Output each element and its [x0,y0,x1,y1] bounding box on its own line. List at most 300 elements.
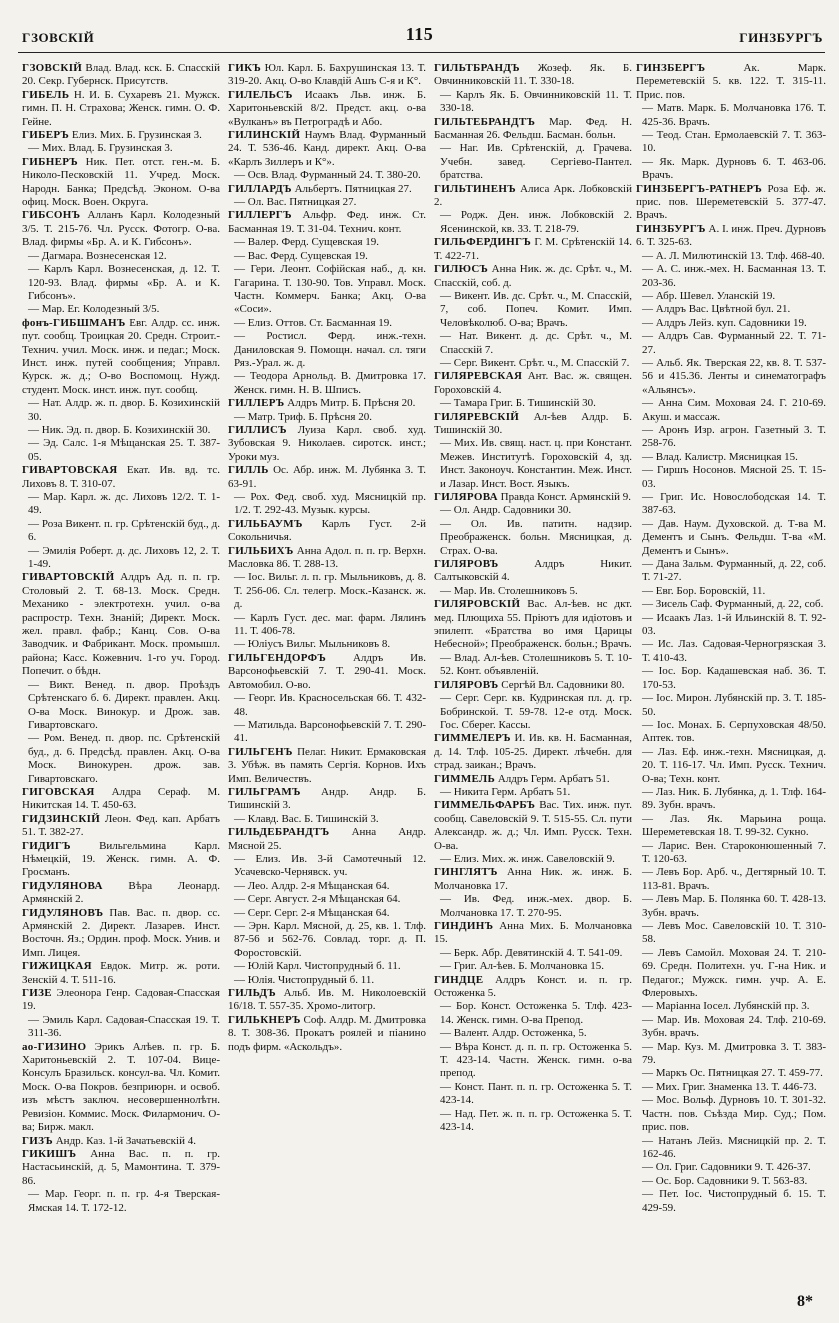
entry-text: — Тамара Григ. Б. Тишинскій 30. [440,397,596,410]
entry-text: — Анна Сим. Моховая 24. Г. 210-69. Акуш. и массаж. [642,397,826,423]
entry-text: — Іос. Монах. Б. Серпуховская 48/50. Аптек. тов. [642,718,826,745]
entry-text: — Евг. Бор. Боровскій, 11. [642,584,766,597]
entry-text: Ал-ѣев Алдр. Б. Тишинскій 30. [434,410,632,436]
directory-entry [636,129,826,156]
entry-surname: ГИЛЬДЕБРАНДТЪ [228,826,330,839]
entry-text: — Григ. Ал-ѣев. Б. Молчановка 15. [440,960,604,973]
entry-surname: ГИЛИНСКІЙ [228,129,301,142]
directory-entry [228,545,426,572]
directory-entry [636,102,826,129]
directory-entry [228,183,426,196]
directory-entry [228,129,426,169]
directory-entry [22,1135,220,1148]
directory-entry [636,692,826,719]
entry-text: Г. М. Срѣтенскій 14. Т. 422-71. [434,236,632,262]
entry-text: — Викт. Венед. п. двор. Проѣздъ Срѣтенскаго б. 6. Директ. правлен. Акц. О-ва Моск. Винокур. и Дрож. зав. Гивартовскаго. [28,678,220,731]
entry-text: Вѣра Леонард. Армянскій 2. [22,879,220,906]
entry-text: — Елиз. Ив. 3-й Самотечный 12. Усачевско-Чернявск. уч. [234,852,426,879]
entry-text: Анна Адол. п. п. гр. Верхн. Масловка 86. Т. 288-13. [228,544,426,571]
entry-text: — Левъ Самойл. Моховая 24. Т. 210-69. Средн. Политехн. уч. Г-на Ник. и Педагог.; Мужск. гимн. учр. А. Е. Флеровыхъ. [642,946,826,1000]
entry-text: — Над. Пет. ж. п. п. гр. Остоженка 5. Т. 423-14. [440,1107,632,1134]
directory-entry [228,518,426,545]
entry-surname: ГИЛЛЕРЪ [228,397,285,410]
entry-surname: ГИЖИЦКАЯ [22,960,92,973]
page-number: 115 [405,24,434,44]
header-rule [18,52,825,53]
directory-entry [434,1000,632,1027]
directory-entry [228,317,426,330]
entry-surname: ГИБНЕРЪ [22,155,78,168]
directory-entry [434,437,632,491]
directory-entry [228,263,426,317]
entry-text: — Вас. Ферд. Сущевская 19. [234,249,368,262]
entry-surname: ГИЛЯРОВЪ [434,678,499,691]
directory-entry [636,263,826,290]
entry-text: — Карлъ Як. Б. Овчинниковскій 11. Т. 330-18. [440,88,632,115]
directory-entry [228,813,426,826]
directory-entry [434,62,632,89]
entry-text: — Мар. Ив. Столешниковъ 5. [440,584,578,597]
entry-text: — Лаз. Еф. инж.-техн. Мясницкая, д. 20. Т. 116-17. Чл. Имп. Русск. Технич. О-ва; Техн. конт. [642,745,826,785]
directory-entry [636,223,826,250]
entry-text: — Елиз. Мих. ж. инж. Савеловскій 9. [440,852,615,865]
directory-entry [22,464,220,491]
directory-entry [228,62,426,89]
entry-text: — Гиршъ Носонов. Мясной 25. Т. 15-03. [642,464,826,490]
entry-text: — Серг. Серг. кв. Кудринская пл. д. гр. Бобринской. Т. 59-78. 12-е отд. Моск. Гос. Сберег. Кассы. [440,692,632,731]
entry-text: — Аронъ Изр. агрон. Газетный 3. Т. 258-76. [642,423,826,450]
entry-surname: ГИВАРТОВСКАЯ [22,464,118,477]
directory-entry [636,397,826,424]
entry-text: — Ларис. Вен. Староконюшенный 7. Т. 120-63. [642,839,826,865]
entry-text: — Матв. Марк. Б. Молчановка 176. Т. 425-36. Врачъ. [642,102,826,128]
entry-surname: ГИВАРТОВСКІЙ [22,571,115,584]
entry-surname: ГИДУЛЯНОВА [22,879,103,892]
directory-entry [434,1027,632,1040]
directory-entry [22,1188,220,1215]
directory-entry [228,907,426,920]
directory-entry [636,518,826,558]
column-4 [636,62,826,1300]
entry-text: — Іос. Бор. Кадашевская наб. 36. Т. 170-53. [642,665,826,691]
entry-text: Евдок. Митр. ж. роти. Зенскій 4. Т. 511-16. [22,960,220,986]
entry-text: Правда Конст. Армянскій 9. [497,491,632,503]
entry-text: — Григ. Ис. Новослободская 14. Т. 387-63. [642,491,826,517]
directory-entry [636,1161,826,1174]
entry-text: — Нат. Алдр. ж. п. двор. Б. Козихинскій 30. [28,397,220,423]
entry-surname: ГИБЕЛЬ [22,88,70,101]
entry-text: — Маріанна Іосел. Лубянскій пр. 3. [642,1000,810,1013]
entry-text: — Викент. Ив. дс. Срѣт. ч., М. Спасскій, 7, соб. Попеч. Комит. Имп. Человѣколюб. О-ва; Врачъ. [440,289,632,329]
directory-entry [434,1041,632,1081]
entry-text: Анна Андр. Мясной 25. [228,826,426,852]
directory-entry [636,62,826,102]
entry-text: Елиз. Мих. Б. Грузинская 3. [69,129,202,142]
directory-entry [434,732,632,772]
entry-text: Алдръ Никит. Салтыковскій 4. [434,558,632,584]
entry-text: — Альб. Як. Тверская 22, кв. 8. Т. 537-56 и 415.36. Ленты и синематографъ «Альянсъ». [642,356,826,396]
entry-surname: ГИЛЬТИНЕНЪ [434,182,516,195]
entry-text: Андр. Каз. 1-й Зачатьевскій 4. [52,1134,196,1147]
entry-surname: ао-ГИЗИНО [22,1040,87,1053]
directory-entry [636,183,826,223]
directory-entry [434,236,632,263]
directory-entry [434,330,632,357]
entry-text: — Мар. Куз. М. Дмитровка 3. Т. 383-79. [642,1040,826,1067]
directory-entry [434,290,632,330]
directory-entry [636,303,826,316]
entry-text: Андр. Андр. Б. Тишинскій 3. [228,785,426,812]
directory-entry [434,692,632,732]
entry-text: — Клавд. Вас. Б. Тишинскій 3. [234,812,379,825]
directory-entry [434,142,632,182]
directory-entry [228,397,426,410]
entry-text: Роза Еф. ж. прис. пов. Шереметевскій 5. 377-47. Врачъ. [636,182,826,222]
entry-text: — Мар. Ив. Моховая 24. Тлф. 210-69. Зубн. врачъ. [642,1013,826,1040]
entry-surname: ГИЛЬГЕНДОРФЪ [228,651,327,664]
entry-surname: ГИНГЛЯТЪ [434,866,498,879]
directory-entry [228,638,426,651]
entry-text: — Алдръ Лейз. куп. Садовники 19. [642,316,807,329]
directory-entry [22,518,220,545]
directory-entry [228,786,426,813]
entry-text: — Лаз. Ник. Б. Лубянка, д. 1. Тлф. 164-89. Зубн. врачъ. [642,785,826,812]
entry-surname: ГИММЕЛЬ [434,772,496,785]
directory-entry [228,196,426,209]
entry-text: — Наг. Ив. Срѣтенскій, д. Грачева. Учебн. завед. Сергіево-Пантел. братства. [440,142,632,182]
directory-entry [22,987,220,1014]
entry-text: Вильгельмина Карл. Нѣмецкій, 19. Женск. гимн. А. Ф. Гросманъ. [22,839,220,879]
entry-text: Алиса Арк. Лобковскій 2. [434,182,632,209]
directory-entry [228,920,426,960]
entry-text: — Матильда. Варсонофьевскій 7. Т. 290-41. [234,718,426,745]
entry-text: Исаакъ Льв. инж. Б. Харитоньевскій 8/2. Предст. акц. о-ва «Вулканъ» въ Петроградѣ и Або. [228,88,426,128]
directory-entry [636,330,826,357]
entry-text: Жозеф. Як. Б. Овчинниковскій 11. Т. 330-18. [434,62,632,88]
directory-entry [228,411,426,424]
directory-entry [636,558,826,585]
entry-text: Алдръ Ив. Варсонофьевскій 7. Т. 290-41. Моск. Автомобил. О-во. [228,651,426,691]
entry-text: Влад. Влад. кск. Б. Спасскій 20. Секр. Губернск. Присутств. [22,62,220,88]
column-2 [228,62,426,1300]
entry-text: — Гери. Леонт. Софійская наб., д. кн. Гагарина. Т. 130-90. Тов. Управл. Моск. Частн. Коммерч. Банка; Акц. О-ва «Соси». [234,263,426,316]
entry-surname: ГИЛЕЛЬСЪ [228,88,293,101]
directory-entry [434,866,632,893]
directory-entry [228,330,426,370]
directory-entry [22,786,220,813]
entry-text: — Левъ Мос. Савеловскій 10. Т. 310-58. [642,920,826,946]
directory-entry [22,571,220,678]
entry-text: Сергѣй Вл. Садовники 80. [498,678,625,691]
entry-text: — Пет. Іос. Чистопрудный б. 15. Т. 429-59. [642,1188,826,1214]
entry-text: Альбертъ. Пятницкая 27. [291,182,412,195]
entry-text: Карлъ Густ. 2-й Сокольничья. [228,517,426,544]
entry-surname: ГИДИГЪ [22,839,71,852]
entry-text: — Георг. Ив. Красносельская 66. Т. 432-48. [234,692,426,718]
entry-text: Анна Ник. ж. дс. Срѣт. ч., М. Спасскій, соб. д. [434,263,632,289]
directory-entry [228,571,426,611]
entry-surname: ГИБСОНЪ [22,209,81,222]
directory-entry [434,411,632,438]
entry-text: Вас. Тих. инж. пут. сообщ. Савеловскій 9. Т. 515-55. Сл. пути Александр. ж. д.; Чл. Имп. Русск. Техн. О-ва. [434,799,632,852]
directory-entry [434,263,632,290]
entry-surname: ГИНЗБУРГЪ [636,222,706,235]
entry-surname: ГИЛЛИСЪ [228,423,287,436]
entry-text: — Дагмара. Вознесенская 12. [28,249,167,262]
entry-surname: ГИЗЪ [22,1134,53,1147]
directory-entry [434,518,632,558]
entry-text: — Осв. Влад. Фурманный 24. Т. 380-20. [234,169,421,182]
entry-text: — Мар. Георг. п. п. гр. 4-я Тверская-Ямская 14. Т. 172-12. [28,1188,220,1214]
entry-text: — Никита Герм. Арбатъ 51. [440,785,571,798]
directory-entry [228,853,426,880]
entry-text: — Эмилія Роберт. д. дс. Лиховъ 12, 2. Т. 1-49. [28,544,220,571]
entry-surname: ГИЛЛЬ [228,464,269,477]
entry-text: Анна Вас. п. п. гр. Настасьинскій, д. 5, Мамонтина. Т. 379-86. [22,1147,220,1187]
entry-surname: ГИЛЬТБРАНДЪ [434,62,520,74]
entry-text: — Мос. Вольф. Дурновъ 10. Т. 301-32. Частн. пов. Съѣзда Мир. Суд.; Пом. прис. пов. [642,1094,826,1134]
column-1 [22,62,220,1300]
entry-text: — Теод. Стан. Ермолаевскій 7. Т. 363-10. [642,129,826,155]
entry-text: — Дав. Наум. Духовской. д. Т-ва М. Дементъ и Сынъ. Фельдш. Т-ва «М. Дементъ и Сынъ». [642,517,826,557]
entry-surname: ГИЛЬГЕНЪ [228,745,293,758]
directory-entry [434,558,632,585]
entry-text: Элеонора Генр. Садовая-Спасская 19. [22,987,220,1013]
directory-entry [228,612,426,639]
directory-entry [434,209,632,236]
entry-surname: ГИММЕЛЕРЪ [434,732,511,745]
entry-text: — Карлъ Карл. Вознесенская, д. 12. Т. 120-93. Влад. фирмы «Бр. А. и К. Гибсонъ». [28,263,220,302]
entry-text: — Ос. Бор. Садовники 9. Т. 563-83. [642,1174,808,1187]
directory-entry [636,665,826,692]
entry-text: Анна Ник. ж. инж. Б. Молчановка 17. [434,866,632,892]
directory-entry [636,1014,826,1041]
directory-entry [228,692,426,719]
entry-text: Пав. Вас. п. двор. сс. Армянскій 2. Директ. Лазарев. Инст. Восточн. Яз.; Ордин. проф. Моск. Унив. и Имп. Лицея. [22,906,220,959]
column-3 [434,62,632,1300]
entry-text: — Вѣра Конст. д. п. п. гр. Остоженка 5. Т. 423-14. Частн. Женск. гимн. о-ва препод. [440,1040,632,1080]
entry-text: — Карлъ Густ. дес. маг. фарм. Лялинъ 11. Т. 406-78. [234,611,426,638]
directory-entry [636,585,826,598]
entry-surname: ГИЛЬГРАМЪ [228,785,301,798]
entry-text: — Ол. Андр. Садовники 30. [440,504,572,517]
entry-text: Алдръ Митр. Б. Прѣсня 20. [284,397,416,410]
entry-text: Ос. Абр. инж. М. Лубянка 3. Т. 63-91. [228,464,426,490]
entry-text: Юл. Карл. Б. Бахрушинская 13. Т. 319-20. Акц. О-во Клавдій Ашъ С-я и К°. [228,62,426,88]
entry-text: — Влад. Калистр. Мясницкая 15. [642,450,798,463]
entry-text: — Матр. Триф. Б. Прѣсня 20. [234,410,372,423]
directory-entry [434,920,632,947]
entry-text: — Родж. Ден. инж. Лобковскій 2. Ясенинской, кв. 33. Т. 218-79. [440,209,632,235]
entry-text: — Ростисл. Ферд. инж.-техн. Даниловская 9. Помощн. начал. сл. тяги Ряз.-Урал. ж. д. [234,330,426,369]
directory-entry [228,746,426,786]
entry-text: Пелаг. Никит. Ермаковская 3. Убѣж. въ память Сергія. Корнов. Ихъ Имп. Величествъ. [228,745,426,785]
entry-text: — Алдръ Сав. Фурманный 22. Т. 71-27. [642,330,826,356]
entry-text: — Мих. Григ. Знаменка 13. Т. 446-73. [642,1080,817,1093]
entry-surname: ГИЛЬФЕРДИНГЪ [434,236,532,249]
directory-entry [434,773,632,786]
directory-entry [22,491,220,518]
directory-entry [22,907,220,961]
directory-entry [434,89,632,116]
entry-surname: ГИЛЯРОВСКІЙ [434,598,521,611]
directory-entry [434,116,632,143]
directory-entry [22,1148,220,1188]
directory-entry [636,451,826,464]
directory-entry [434,183,632,210]
entry-text: — Алдръ Вас. Цвѣтной бул. 21. [642,303,791,316]
directory-entry [636,866,826,893]
directory-entry [228,464,426,491]
directory-entry [636,250,826,263]
entry-surname: ГИНЗБЕРГЪ [636,62,706,74]
entry-surname: ГИЛЛАРДЪ [228,182,292,195]
directory-entry [434,652,632,679]
directory-entry [228,89,426,129]
directory-entry [636,1081,826,1094]
entry-surname: ГИНЗБЕРГЪ-РАТНЕРЪ [636,182,763,195]
directory-entry [636,290,826,303]
entry-text: — Ром. Венед. п. двор. пс. Срѣтенскій буд., д. 6. Предсѣд. правлен. Акц. О-ва Моск. Винокурен. дрож. зав. Гивартовскаго. [28,732,220,785]
directory-entry [22,303,220,316]
entry-text: Алдръ Конст. и. п. гр. Остоженка 5. [434,973,632,1000]
directory-entry [228,424,426,464]
directory-entry [434,679,632,692]
entry-text: Алланъ Карл. Колодезный 3/5. Т. 215-76. Чл. Русск. Фотогр. О-ва. Влад. фирмы «Бр. А. и К. Гибсонъ». [22,209,220,249]
entry-text: — Іос. Вильг. л. п. гр. Мыльниковъ, д. 8. Т. 256-06. Сл. телегр. Моск.-Казанск. ж. д. [234,571,426,611]
directory-entry [22,960,220,987]
entry-surname: ГИНДИНЪ [434,920,494,932]
entry-text: Ак. Марк. Переметевскій 5. кв. 122. Т. 315-11. Прис. пов. [636,62,826,101]
entry-surname: ГИЛЬДЪ [228,987,277,1000]
directory-entry [636,1135,826,1162]
entry-text: — Ник. Эд. п. двор. Б. Козихинскій 30. [28,423,211,436]
entry-text: — Конст. Пант. п. п. гр. Остоженка 5. Т. 423-14. [440,1080,632,1107]
entry-text: Луиза Карл. своб. худ. Зубовская 9. Николаев. сиротск. инст.; Уроки муз. [228,423,426,463]
entry-text: Мар. Фед. Н. Басманная 26. Фельдш. Басман. больн. [434,115,632,142]
entry-text: Соф. Алдр. М. Дмитровка 8. Т. 308-36. Прокатъ роялей и піанино подъ фирм. «Аскольдъ». [228,1013,426,1053]
directory-entry [434,799,632,853]
entry-text: — Юліусъ Вильг. Мыльниковъ 8. [234,638,391,651]
directory-entry [434,504,632,517]
directory-entry [434,974,632,1001]
directory-entry [636,156,826,183]
entry-text: — Валер. Ферд. Сущевская 19. [234,236,380,249]
directory-entry [228,1014,426,1054]
directory-entry [636,1067,826,1080]
entry-text: — Ол. Вас. Пятницкая 27. [234,196,357,209]
directory-entry [636,719,826,746]
entry-surname: ГИЛЬТЕБРАНДТЪ [434,115,536,128]
entry-text: — Эд. Салс. 1-я Мѣщанская 25. Т. 387-05. [28,437,220,463]
entry-text: — Юлія. Чистопрудный б. 11. [234,973,375,986]
entry-text: — Нат. Викент. д. дс. Срѣт. ч., М. Спасскій 7. [440,330,632,356]
entry-surname: ГИММЕЛЬФАРБЪ [434,799,536,812]
signature-mark: 8* [797,1293,813,1310]
entry-text: Ант. Вас. ж. священ. Гороховскій 4. [434,370,632,396]
entry-surname: ГИГОВСКАЯ [22,785,95,798]
entry-text: — Ол. Григ. Садовники 9. Т. 426-37. [642,1161,811,1174]
entry-text: Евг. Алдр. сс. инж. пут. сообщ. Троицкая 20. Средн. Строит.-Технич. учил. Моск. инж. и педаг.; Моск. Инст. инж. путей сообщения; Управл. Курск. ж. д.; О-во Воспомощ. Нужд. студент. Моск. инст. инж. пут. сообщ. [22,316,220,396]
directory-entry [22,209,220,249]
entry-text: Алдръ Ад. п. п. гр. Столовый 2. Т. 68-13. Моск. Средн. Механико - электротехн. учил. о-ва распростр. Техн. Знаній; Директ. Моск. жел. правл. фабр.; Канц. Сов. О-ва Заводчик. и Фабрикант. Моск. промышл. района; Касс. Кожевнич. 1-го уч. Город. Попечит. о бѣдн. [22,571,220,678]
directory-entry [636,464,826,491]
entry-text: Леон. Фед. кап. Арбатъ 51. Т. 382-27. [22,812,220,839]
directory-entry [22,1014,220,1041]
directory-entry [636,491,826,518]
entry-surname: фонъ-ГИБШМАНЪ [22,316,126,329]
directory-entry [22,880,220,907]
directory-entry [636,638,826,665]
directory-entry [636,920,826,947]
entry-text: — Лаз. Як. Марьина роща. Шереметевская 18. Т. 99-32. Сукно. [642,812,826,839]
directory-entry [636,1175,826,1188]
directory-entry [22,437,220,464]
directory-entry [636,893,826,920]
entry-surname: ГИЛЯРОВА [434,491,498,503]
directory-entry [434,893,632,920]
entry-text: — Серг. Август. 2-я Мѣщанская 64. [234,893,401,906]
entry-text: — Левъ Бор. Арб. ч., Дегтярный 10. Т. 113-81. Врачъ. [642,866,826,892]
directory-entry [636,1094,826,1134]
entry-surname: ГИЛЛЕРГЪ [228,209,292,222]
directory-entry [22,545,220,572]
directory-entry [636,746,826,786]
entry-text: — А. Л. Милютинскій 13. Тлф. 468-40. [642,249,825,262]
directory-entry [228,960,426,973]
entry-text: Эрикъ Алѣев. п. гр. Б. Харитоньевскій 2. Т. 107-04. Вице-Консулъ Бразильск. консул-ва. Чл. Комит. Моск. О-ва Покров. безприюрн. и освоб. изъ мѣстъ заключ. несовершеннолѣтн. Ревизіон. Коммис. Моск. Филармонич. О-ва; Бирж. макл. [22,1040,220,1134]
entry-text: — Мих. Ив. свящ. наст. ц. при Констант. Межев. Институтѣ. Гороховскій 4, зд. Инст. Законоуч. Константин. Меж. Инст. и Лазар. Инст. Вост. Языкъ. [440,437,632,490]
entry-text: Екат. Ив. вд. тс. Лиховъ 8. Т. 310-07. [22,464,220,490]
directory-entry [636,612,826,639]
entry-text: — Абр. Шевел. Уланскій 19. [642,289,776,302]
entry-text: Ник. Пет. отст. ген.-м. Б. Николо-Песковскій 11. Учред. Моск. Народн. Банка; Предсѣд. Эконом. О-ва офиц. Моск. Воен. Округа. [22,155,220,209]
directory-entry [636,1188,826,1215]
entry-surname: ГЗОВСКІЙ [22,62,83,74]
entry-text: Альфр. Фед. инж. Ст. Басманная 19. Т. 31-04. Технич. конт. [228,209,426,235]
directory-entry [228,826,426,853]
entry-text: — Мар. Карл. ж. дс. Лиховъ 12/2. Т. 1-49. [28,491,220,517]
entry-surname: ГИЛЯРЕВСКАЯ [434,370,523,383]
entry-text: — Серг. Серг. 2-я Мѣщанская 64. [234,906,390,919]
entry-surname: ГИЛЯРЕВСКІЙ [434,410,520,423]
entry-text: Альб. Ив. М. Николоевскій 16/18. Т. 557-35. Хромо-литогр. [228,987,426,1013]
directory-entry [434,960,632,973]
entry-text: — Маркъ Ос. Пятницкая 27. Т. 459-77. [642,1067,823,1080]
directory-entry [228,169,426,182]
directory-entry [228,250,426,263]
directory-entry [636,317,826,330]
directory-entry [636,813,826,840]
entry-text: — Мар. Ег. Колодезный 3/5. [28,303,160,316]
directory-entry [636,357,826,397]
directory-entry [228,974,426,987]
directory-entry [22,62,220,89]
entry-text: — Левъ Мар. Б. Полянка 60. Т. 428-13. Зубн. врачъ. [642,893,826,919]
directory-entry [22,263,220,303]
entry-text: — Ив. Фед. инж.-мех. двор. Б. Молчановка 17. Т. 270-95. [440,893,632,919]
running-head-left: ГЗОВСКІЙ [22,30,95,45]
directory-entry [22,732,220,786]
directory-entry [434,491,632,504]
entry-surname: ГИКЪ [228,62,262,74]
entry-text: — Мих. Влад. Б. Грузинская 3. [28,142,173,155]
entry-text: — Серг. Викент. Срѣт. ч., М. Спасскій 7. [440,356,630,369]
directory-entry [22,317,220,397]
entry-text: — Теодора Арнольд. В. Дмитровка 17. Женск. гимн. Н. В. Шписъ. [234,370,426,396]
directory-entry [434,357,632,370]
directory-entry [434,947,632,960]
